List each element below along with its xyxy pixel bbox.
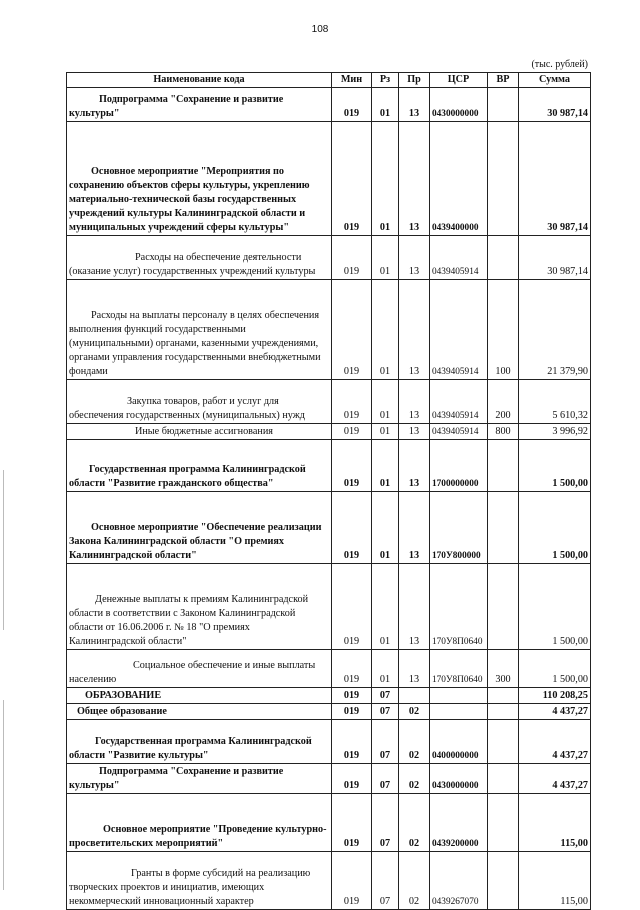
row-pr: 13 <box>399 380 430 424</box>
row-name: Закупка товаров, работ и услуг для обеспечения государственных (муниципальных) нужд <box>67 380 332 424</box>
scan-mark <box>3 470 4 630</box>
row-vr: 100 <box>488 280 519 380</box>
row-vr <box>488 492 519 564</box>
row-sum: 110 208,25 <box>519 688 591 704</box>
row-csr: 0439267070 <box>430 852 488 910</box>
row-name: Гранты в форме субсидий на реализацию творческих проектов и инициатив, имеющих некоммерческий инновационный характер <box>67 852 332 910</box>
row-sum: 3 996,92 <box>519 424 591 440</box>
row-name: Расходы на выплаты персоналу в целях обеспечения выполнения функций государственными (муниципальными) органами, казенными учреждениями, органами управления государственными внебюджетными фондами <box>67 280 332 380</box>
row-rz: 01 <box>372 650 399 688</box>
page-number: 108 <box>311 24 329 35</box>
column-header-rz: Рз <box>372 73 399 88</box>
row-min: 019 <box>332 122 372 236</box>
row-csr: 170У800000 <box>430 492 488 564</box>
row-sum: 30 987,14 <box>519 88 591 122</box>
budget-table <box>66 72 591 910</box>
row-csr: 0439405914 <box>430 424 488 440</box>
row-pr: 13 <box>399 280 430 380</box>
row-vr: 200 <box>488 380 519 424</box>
table-row <box>67 236 591 280</box>
row-rz: 07 <box>372 704 399 720</box>
row-vr <box>488 440 519 492</box>
row-vr <box>488 564 519 650</box>
row-vr <box>488 88 519 122</box>
row-rz: 07 <box>372 720 399 764</box>
row-pr: 13 <box>399 440 430 492</box>
row-pr: 02 <box>399 720 430 764</box>
row-sum: 1 500,00 <box>519 440 591 492</box>
row-name: Государственная программа Калининградской области "Развитие культуры" <box>67 720 332 764</box>
row-vr: 800 <box>488 424 519 440</box>
row-min: 019 <box>332 650 372 688</box>
table-row <box>67 704 591 720</box>
row-sum: 115,00 <box>519 794 591 852</box>
table-row <box>67 122 591 236</box>
row-sum: 115,00 <box>519 852 591 910</box>
row-min: 019 <box>332 720 372 764</box>
row-sum: 30 987,14 <box>519 122 591 236</box>
row-csr: 0439400000 <box>430 122 488 236</box>
row-name: Основное мероприятие "Обеспечение реализации Закона Калининградской области "О премиях Калининградской области" <box>67 492 332 564</box>
row-vr <box>488 688 519 704</box>
table-row <box>67 794 591 852</box>
row-pr: 13 <box>399 564 430 650</box>
row-min: 019 <box>332 380 372 424</box>
column-header-sum: Сумма <box>519 73 591 88</box>
row-rz: 01 <box>372 280 399 380</box>
scan-mark <box>3 700 4 890</box>
row-sum: 4 437,27 <box>519 764 591 794</box>
row-name: Иные бюджетные ассигнования <box>67 424 332 440</box>
row-sum: 5 610,32 <box>519 380 591 424</box>
row-rz: 01 <box>372 236 399 280</box>
row-name: Расходы на обеспечение деятельности (оказание услуг) государственных учреждений культуры <box>67 236 332 280</box>
table-row <box>67 492 591 564</box>
row-rz: 07 <box>372 764 399 794</box>
row-min: 019 <box>332 794 372 852</box>
row-sum: 4 437,27 <box>519 720 591 764</box>
row-vr <box>488 122 519 236</box>
row-vr <box>488 236 519 280</box>
table-row <box>67 380 591 424</box>
row-pr: 02 <box>399 704 430 720</box>
row-pr: 13 <box>399 122 430 236</box>
row-csr: 1700000000 <box>430 440 488 492</box>
row-rz: 01 <box>372 122 399 236</box>
row-csr: 0400000000 <box>430 720 488 764</box>
row-name: Подпрограмма "Сохранение и развитие культуры" <box>67 88 332 122</box>
table-row <box>67 688 591 704</box>
row-pr: 13 <box>399 650 430 688</box>
table-row <box>67 424 591 440</box>
row-vr <box>488 764 519 794</box>
row-csr: 170У8П0640 <box>430 650 488 688</box>
row-rz: 01 <box>372 564 399 650</box>
row-sum: 1 500,00 <box>519 650 591 688</box>
row-csr: 0439200000 <box>430 794 488 852</box>
row-name: Общее образование <box>67 704 332 720</box>
row-rz: 07 <box>372 794 399 852</box>
table-row <box>67 720 591 764</box>
row-pr: 13 <box>399 424 430 440</box>
row-rz: 01 <box>372 424 399 440</box>
row-min: 019 <box>332 764 372 794</box>
row-min: 019 <box>332 704 372 720</box>
row-name: Денежные выплаты к премиям Калининградской области в соответствии с Законом Калининградской области от 16.06.2006 г. № 18 "О премиях Калининградской области" <box>67 564 332 650</box>
row-min: 019 <box>332 440 372 492</box>
table-body <box>67 88 591 910</box>
row-min: 019 <box>332 688 372 704</box>
table-row <box>67 440 591 492</box>
row-pr: 13 <box>399 492 430 564</box>
row-sum: 1 500,00 <box>519 564 591 650</box>
row-rz: 01 <box>372 440 399 492</box>
row-rz: 01 <box>372 492 399 564</box>
row-vr <box>488 704 519 720</box>
column-header-csr: ЦСР <box>430 73 488 88</box>
row-vr <box>488 794 519 852</box>
row-pr: 02 <box>399 794 430 852</box>
row-csr <box>430 704 488 720</box>
row-csr: 0439405914 <box>430 236 488 280</box>
row-pr: 02 <box>399 852 430 910</box>
row-sum: 4 437,27 <box>519 704 591 720</box>
column-header-vr: ВР <box>488 73 519 88</box>
row-name: Подпрограмма "Сохранение и развитие культуры" <box>67 764 332 794</box>
row-csr: 0430000000 <box>430 88 488 122</box>
row-csr: 170У8П0640 <box>430 564 488 650</box>
row-sum: 1 500,00 <box>519 492 591 564</box>
row-rz: 07 <box>372 688 399 704</box>
row-csr: 0439405914 <box>430 280 488 380</box>
row-min: 019 <box>332 424 372 440</box>
row-pr: 13 <box>399 88 430 122</box>
row-rz: 01 <box>372 88 399 122</box>
row-pr <box>399 688 430 704</box>
row-vr: 300 <box>488 650 519 688</box>
row-name: Социальное обеспечение и иные выплаты населению <box>67 650 332 688</box>
table-row <box>67 88 591 122</box>
row-rz: 07 <box>372 852 399 910</box>
column-header-pr: Пр <box>399 73 430 88</box>
column-header-name: Наименование кода <box>67 73 332 88</box>
table-row <box>67 564 591 650</box>
row-csr <box>430 688 488 704</box>
table-header-row <box>67 73 591 88</box>
row-name: Основное мероприятие "Мероприятия по сохранению объектов сферы культуры, укреплению материально-технической базы государственных учреждений культуры Калининградской области и муниципальных учреждений сферы культуры" <box>67 122 332 236</box>
row-pr: 02 <box>399 764 430 794</box>
row-sum: 21 379,90 <box>519 280 591 380</box>
row-min: 019 <box>332 564 372 650</box>
table-row <box>67 280 591 380</box>
row-csr: 0439405914 <box>430 380 488 424</box>
units-label: (тыс. рублей) <box>531 59 588 70</box>
row-csr: 0430000000 <box>430 764 488 794</box>
row-rz: 01 <box>372 380 399 424</box>
row-sum: 30 987,14 <box>519 236 591 280</box>
row-vr <box>488 852 519 910</box>
row-min: 019 <box>332 852 372 910</box>
row-name: Государственная программа Калининградской области "Развитие гражданского общества" <box>67 440 332 492</box>
row-min: 019 <box>332 88 372 122</box>
table-row <box>67 650 591 688</box>
column-header-min: Мин <box>332 73 372 88</box>
row-min: 019 <box>332 492 372 564</box>
row-pr: 13 <box>399 236 430 280</box>
row-name: Основное мероприятие "Проведение культурно-просветительских мероприятий" <box>67 794 332 852</box>
row-vr <box>488 720 519 764</box>
row-name: ОБРАЗОВАНИЕ <box>67 688 332 704</box>
table-row <box>67 764 591 794</box>
table-row <box>67 852 591 910</box>
row-min: 019 <box>332 236 372 280</box>
row-min: 019 <box>332 280 372 380</box>
